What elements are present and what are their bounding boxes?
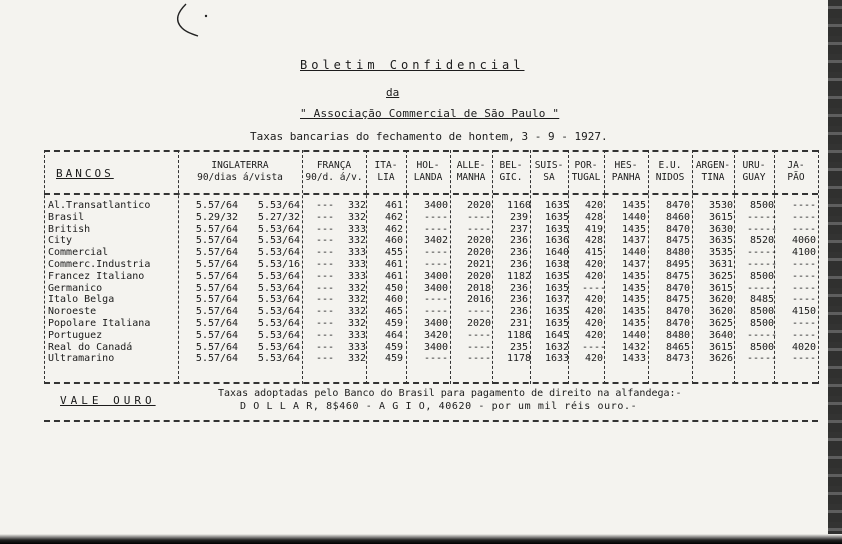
rate-cell: 459 (384, 341, 404, 353)
rate-cell: 3530 (708, 200, 734, 211)
rate-cell: 1435 (621, 317, 647, 329)
header-line2: NIDOS (655, 172, 685, 183)
table-row (44, 259, 826, 271)
rate-cell: ---- (466, 341, 492, 353)
rate-cell: 2021 (466, 258, 492, 270)
table-row (44, 283, 826, 295)
rate-cell: 4060 (791, 235, 817, 247)
document-title: Boletim Confidencial (300, 58, 525, 72)
rate-cell: 1636 (544, 235, 570, 247)
rate-cell: 1178 (506, 353, 532, 365)
rate-cell: 3400 (423, 270, 449, 282)
header-line2: 90/dias á/vista (197, 172, 283, 183)
rate-cell: 8480 (665, 247, 691, 259)
rate-cell: 5.53/64 (257, 341, 301, 353)
rate-cell: 3535 (708, 247, 734, 259)
rate-cell: 333 (347, 270, 367, 282)
rate-cell: 5.27/32 (257, 211, 301, 223)
rate-cell: 1435 (621, 294, 647, 306)
rate-cell: 420 (584, 270, 604, 282)
rate-cell: 1432 (621, 341, 647, 353)
table-row (44, 235, 826, 247)
rate-cell: ---- (581, 282, 607, 294)
rate-cell: ----- (746, 329, 778, 341)
rate-cell: 8475 (665, 235, 691, 247)
rate-cell: 236 (509, 235, 529, 247)
rate-cell: 3620 (708, 306, 734, 318)
rate-cell: 8473 (665, 353, 691, 365)
rate-cell: ----- (746, 223, 778, 235)
rate-cell: 5.53/64 (257, 306, 301, 318)
header-line1: HES- (614, 160, 638, 171)
rate-cell: 5.53/64 (257, 223, 301, 235)
rate-cell: 3620 (708, 294, 734, 306)
rate-cell: --- (315, 282, 335, 294)
header-separator (44, 193, 818, 195)
rate-cell: 5.53/64 (257, 317, 301, 329)
rate-cell: 3635 (708, 235, 734, 247)
header-estados-unidos (648, 160, 692, 184)
rate-cell: 333 (347, 258, 367, 270)
rate-cell: 236 (509, 294, 529, 306)
rate-cell: 455 (384, 247, 404, 259)
rate-cell: 8500 (749, 317, 775, 329)
rate-cell: 2018 (466, 282, 492, 294)
rate-cell: 1440 (621, 247, 647, 259)
header-italia (366, 160, 406, 184)
rate-cell: --- (315, 270, 335, 282)
rate-cell: 1635 (544, 282, 570, 294)
rate-cell: 3400 (423, 200, 449, 211)
rate-cell: ----- (746, 258, 778, 270)
rate-cell: ---- (466, 353, 492, 365)
rate-cell: 5.53/64 (257, 353, 301, 365)
header-line1: BEL- (499, 160, 523, 171)
rate-cell: 5.57/64 (195, 329, 239, 341)
header-inglaterra (178, 160, 302, 184)
rate-cell: 332 (347, 282, 367, 294)
rate-cell: 5.57/64 (195, 235, 239, 247)
rate-cell: 1437 (621, 258, 647, 270)
vale-ouro-label: VALE OURO (60, 394, 156, 407)
header-line2: PANHA (611, 172, 641, 183)
rates-table (44, 200, 826, 365)
rate-cell: 8480 (665, 329, 691, 341)
header-line1: FRANÇA (316, 160, 352, 171)
rate-cell: 2020 (466, 317, 492, 329)
bank-name-cell: City (48, 235, 73, 247)
header-argentina (692, 160, 734, 184)
rate-cell: ---- (466, 306, 492, 318)
rate-cell: 3640 (708, 329, 734, 341)
rate-cell: 236 (509, 306, 529, 318)
rate-cell: 2020 (466, 270, 492, 282)
rate-cell: 5.53/64 (257, 329, 301, 341)
rate-cell: 1435 (621, 282, 647, 294)
rate-cell: 464 (384, 329, 404, 341)
rate-cell: 5.57/64 (195, 247, 239, 259)
rate-cell: 236 (509, 258, 529, 270)
customs-rate-note: Taxas adoptadas pelo Banco do Brasil para pagamento de direito na alfandega:- (218, 388, 682, 399)
rate-cell: 8465 (665, 341, 691, 353)
rate-cell: 3420 (423, 329, 449, 341)
rate-cell: 332 (347, 211, 367, 223)
rate-cell: 5.53/64 (257, 200, 301, 211)
rate-cell: --- (315, 211, 335, 223)
rate-cell: 237 (509, 223, 529, 235)
header-line1: SUIS- (534, 160, 564, 171)
header-line1: ARGEN- (695, 160, 731, 171)
rate-cell: ----- (746, 353, 778, 365)
rate-cell: --- (315, 235, 335, 247)
rate-cell: ---- (423, 306, 449, 318)
rate-cell: 8460 (665, 211, 691, 223)
rate-cell: 5.53/64 (257, 270, 301, 282)
table-row (44, 318, 826, 330)
rate-cell: 3615 (708, 211, 734, 223)
rate-cell: 1635 (544, 270, 570, 282)
rate-cell: 8485 (749, 294, 775, 306)
header-line2: 90/d. á/v. (305, 172, 363, 183)
rate-cell: 332 (347, 235, 367, 247)
table-row (44, 330, 826, 342)
bank-name-cell: Francez Italiano (48, 270, 145, 282)
rate-cell: ---- (423, 353, 449, 365)
rate-cell: 461 (384, 200, 404, 211)
rate-cell: 460 (384, 294, 404, 306)
table-row (44, 212, 826, 224)
rate-cell: 459 (384, 317, 404, 329)
rate-cell: 1635 (544, 211, 570, 223)
rate-cell: --- (315, 200, 335, 211)
rate-cell: --- (315, 258, 335, 270)
rate-cell: 236 (509, 247, 529, 259)
rate-cell: 8470 (665, 317, 691, 329)
rate-cell: 8475 (665, 270, 691, 282)
rate-cell: 1645 (544, 329, 570, 341)
rate-cell: 5.57/64 (195, 306, 239, 318)
rate-cell: ---- (466, 329, 492, 341)
rate-cell: 5.53/16 (257, 258, 301, 270)
rate-cell: 420 (584, 317, 604, 329)
rate-cell: 3400 (423, 282, 449, 294)
rate-cell: 8470 (665, 223, 691, 235)
rate-cell: 1435 (621, 306, 647, 318)
bank-name-cell: Al.Transatlantico (48, 200, 151, 211)
rate-cell: ---- (791, 294, 817, 306)
rate-cell: 1635 (544, 223, 570, 235)
rate-cell: 1635 (544, 306, 570, 318)
header-line2: GUAY (742, 172, 766, 183)
bank-name-cell: Brasil (48, 211, 85, 223)
scan-edge-right (828, 0, 842, 544)
header-japao (774, 160, 818, 184)
rate-cell: 5.53/64 (257, 235, 301, 247)
bank-name-cell: Noroeste (48, 306, 97, 318)
rate-cell: 4100 (791, 247, 817, 259)
rate-cell: ---- (791, 270, 817, 282)
header-line2: LIA (377, 172, 395, 183)
header-portugal (568, 160, 604, 184)
rate-cell: 333 (347, 341, 367, 353)
dollar-agio-line: D O L L A R, 8$460 - A G I O, 40620 - por um mil réis ouro.- (240, 401, 638, 412)
rate-cell: 1435 (621, 200, 647, 211)
rate-cell: 1186 (506, 329, 532, 341)
rate-cell: 462 (384, 223, 404, 235)
rate-cell: 5.53/64 (257, 294, 301, 306)
header-line1: ALLE- (456, 160, 486, 171)
rate-cell: 5.57/64 (195, 282, 239, 294)
rate-cell: 3615 (708, 282, 734, 294)
rate-cell: 1635 (544, 200, 570, 211)
header-line1: URU- (742, 160, 766, 171)
rate-cell: 332 (347, 294, 367, 306)
header-line1: ITA- (374, 160, 398, 171)
rate-cell: ---- (466, 211, 492, 223)
rate-cell: 420 (584, 306, 604, 318)
rate-cell: --- (315, 317, 335, 329)
rate-cell: 420 (584, 258, 604, 270)
rate-cell: ---- (791, 258, 817, 270)
table-row (44, 342, 826, 354)
rate-cell: ---- (791, 353, 817, 365)
rate-cell: 1637 (544, 294, 570, 306)
rate-cell: 5.57/64 (195, 317, 239, 329)
rate-cell: 333 (347, 247, 367, 259)
rate-cell: 461 (384, 258, 404, 270)
rate-cell: ---- (423, 294, 449, 306)
rate-cell: 3625 (708, 270, 734, 282)
rate-cell: 2020 (466, 235, 492, 247)
rate-cell: 1440 (621, 329, 647, 341)
rate-cell: 3400 (423, 341, 449, 353)
rate-cell: 1440 (621, 211, 647, 223)
rate-cell: 5.29/32 (195, 211, 239, 223)
rate-cell: 2020 (466, 200, 492, 211)
rate-cell: 8520 (749, 235, 775, 247)
rate-cell: --- (315, 223, 335, 235)
rate-cell: 465 (384, 306, 404, 318)
header-line2: TUGAL (571, 172, 601, 183)
rate-cell: 8470 (665, 282, 691, 294)
rate-cell: 332 (347, 306, 367, 318)
rate-cell: 1182 (506, 270, 532, 282)
rate-cell: 8470 (665, 306, 691, 318)
rate-cell: 459 (384, 353, 404, 365)
rate-cell: 420 (584, 294, 604, 306)
table-row (44, 271, 826, 283)
rate-cell: --- (315, 294, 335, 306)
table-row (44, 294, 826, 306)
rate-cell: 3626 (708, 353, 734, 365)
table-row (44, 247, 826, 259)
bank-name-cell: Real do Canadá (48, 341, 133, 353)
rate-cell: 1633 (544, 353, 570, 365)
bank-name-cell: Ultramarino (48, 353, 115, 365)
rate-cell: 428 (584, 235, 604, 247)
rate-cell: 236 (509, 282, 529, 294)
rates-date-line: Taxas bancarias do fechamento de hontem, 3 - 9 - 1927. (250, 130, 608, 143)
rate-cell: --- (315, 329, 335, 341)
rate-cell: ---- (791, 329, 817, 341)
rate-cell: ---- (423, 247, 449, 259)
rate-cell: 333 (347, 329, 367, 341)
header-line2: SA (543, 172, 555, 183)
rate-cell: 8500 (749, 200, 775, 211)
rate-cell: 1435 (621, 270, 647, 282)
rate-cell: 8495 (665, 258, 691, 270)
rate-cell: ---- (423, 211, 449, 223)
rate-cell: 332 (347, 317, 367, 329)
rate-cell: 8500 (749, 306, 775, 318)
table-row (44, 224, 826, 236)
rate-cell: 8500 (749, 341, 775, 353)
rate-cell: 5.53/64 (257, 247, 301, 259)
rate-cell: 5.57/64 (195, 270, 239, 282)
rate-cell: 231 (509, 317, 529, 329)
rate-cell: 1433 (621, 353, 647, 365)
rate-cell: ----- (746, 247, 778, 259)
rate-cell: 1437 (621, 235, 647, 247)
rate-cell: 8475 (665, 294, 691, 306)
rate-cell: ----- (746, 211, 778, 223)
rate-cell: 8470 (665, 200, 691, 211)
table-row (44, 353, 826, 365)
rate-cell: --- (315, 353, 335, 365)
rate-cell: 1640 (544, 247, 570, 259)
rate-cell: ---- (466, 223, 492, 235)
header-line1: INGLATERRA (211, 160, 269, 171)
rate-cell: 2016 (466, 294, 492, 306)
header-belgica (492, 160, 530, 184)
rate-cell: 420 (584, 353, 604, 365)
rate-cell: --- (315, 247, 335, 259)
rate-cell: 1160 (506, 200, 532, 211)
table-row (44, 306, 826, 318)
rate-cell: 1638 (544, 258, 570, 270)
bank-name-cell: British (48, 223, 91, 235)
rate-cell: --- (315, 341, 335, 353)
header-hollanda (406, 160, 450, 184)
header-line2: TINA (701, 172, 725, 183)
rate-cell: 461 (384, 270, 404, 282)
rate-cell: ---- (423, 223, 449, 235)
rate-cell: 1635 (544, 317, 570, 329)
rate-cell: 333 (347, 223, 367, 235)
rate-cell: ---- (791, 282, 817, 294)
header-hespanha (604, 160, 648, 184)
rate-cell: ---- (791, 223, 817, 235)
rate-cell: 460 (384, 235, 404, 247)
rate-cell: 419 (584, 223, 604, 235)
rate-cell: ---- (791, 317, 817, 329)
rate-cell: 5.53/64 (257, 282, 301, 294)
handwritten-mark (172, 2, 212, 40)
banks-column-header: BANCOS (56, 167, 114, 180)
rate-cell: 3630 (708, 223, 734, 235)
rate-cell: 4020 (791, 341, 817, 353)
rate-cell: 4150 (791, 306, 817, 318)
scan-edge-bottom (0, 534, 842, 544)
organization-name: " Associação Commercial de São Paulo " (300, 107, 560, 120)
header-suissa (530, 160, 568, 184)
bank-name-cell: Commerc.Industria (48, 258, 151, 270)
rate-cell: 332 (347, 353, 367, 365)
bank-name-cell: Commercial (48, 247, 109, 259)
header-line2: GIC. (499, 172, 523, 183)
rate-cell: 5.57/64 (195, 341, 239, 353)
header-line2: PÃO (787, 172, 805, 183)
rate-cell: 5.57/64 (195, 223, 239, 235)
rates-table-body (44, 200, 826, 365)
rate-cell: 235 (509, 341, 529, 353)
bank-name-cell: Germanico (48, 282, 103, 294)
header-allemanha (450, 160, 492, 184)
rate-cell: 462 (384, 211, 404, 223)
table-row (44, 200, 826, 212)
rate-cell: 239 (509, 211, 529, 223)
header-line1: E.U. (658, 160, 682, 171)
header-franca (302, 160, 366, 184)
rate-cell: 420 (584, 200, 604, 211)
rate-cell: ---- (791, 200, 817, 211)
rate-cell: 415 (584, 247, 604, 259)
rate-cell: 1632 (544, 341, 570, 353)
rate-cell: 3402 (423, 235, 449, 247)
rate-cell: ---- (581, 341, 607, 353)
rate-cell: 5.57/64 (195, 353, 239, 365)
rate-cell: 3631 (708, 258, 734, 270)
header-line1: JA- (787, 160, 805, 171)
rate-cell: 332 (347, 200, 367, 211)
rate-cell: 3625 (708, 317, 734, 329)
rate-cell: 420 (584, 329, 604, 341)
header-line2: LANDA (413, 172, 443, 183)
rate-cell: 5.57/64 (195, 294, 239, 306)
header-uruguay (734, 160, 774, 184)
rate-cell: 5.57/64 (195, 258, 239, 270)
bank-name-cell: Popolare Italiana (48, 317, 151, 329)
bank-name-cell: Italo Belga (48, 294, 115, 306)
rate-cell: --- (315, 306, 335, 318)
rate-cell: ---- (791, 211, 817, 223)
header-line1: POR- (574, 160, 598, 171)
rate-cell: ----- (746, 282, 778, 294)
rate-cell: ---- (423, 258, 449, 270)
rate-cell: 3615 (708, 341, 734, 353)
rate-cell: 8500 (749, 270, 775, 282)
rate-cell: 1435 (621, 223, 647, 235)
rate-cell: 5.57/64 (195, 200, 239, 211)
rate-cell: 2020 (466, 247, 492, 259)
header-line1: HOL- (416, 160, 440, 171)
document-subtitle: da (386, 86, 400, 99)
bank-name-cell: Portuguez (48, 329, 103, 341)
rate-cell: 428 (584, 211, 604, 223)
rate-cell: 3400 (423, 317, 449, 329)
rate-cell: 450 (384, 282, 404, 294)
header-line2: MANHA (456, 172, 486, 183)
